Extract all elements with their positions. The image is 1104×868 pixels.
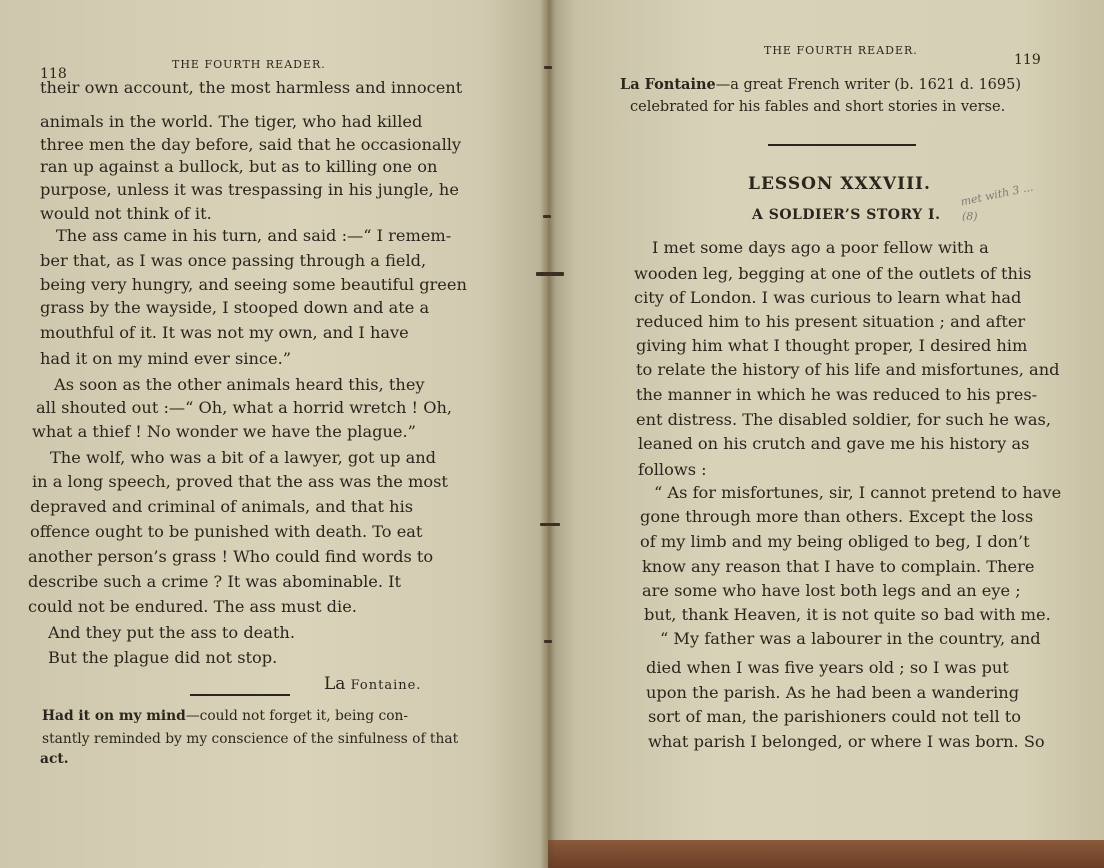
text-line: all shouted out :—“ Oh, what a horrid wretch ! Oh, [36, 398, 453, 417]
text-line: I met some days ago a poor fellow with a [652, 238, 989, 257]
text-line: sort of man, the parishioners could not tell to [648, 707, 1022, 726]
footnote-line-2: stantly reminded by my conscience of the sinfulness of that [42, 731, 459, 747]
text-line: died when I was five years old ; so I was put [646, 658, 1009, 677]
text-line: are some who have lost both legs and an eye ; [642, 581, 1021, 600]
text-line: “ As for misfortunes, sir, I cannot pretend to have [654, 483, 1062, 502]
story-title: A SOLDIER’S STORY I. [752, 207, 941, 223]
text-line: purpose, unless it was trespassing in his jungle, he [40, 180, 459, 199]
text-line: know any reason that I have to complain. There [642, 557, 1035, 576]
left-running-head: THE FOURTH READER. [172, 58, 326, 71]
text-line: had it on my mind ever since.” [40, 349, 291, 368]
text-line: ent distress. The disabled soldier, for such he was, [636, 410, 1052, 429]
text-line: The wolf, who was a bit of a lawyer, got up and [50, 448, 437, 467]
text-line: reduced him to his present situation ; and after [636, 312, 1026, 331]
book-cover-edge [548, 840, 1104, 868]
left-page [0, 0, 548, 868]
footnote-line-2: celebrated for his fables and short stories in verse. [630, 99, 1006, 115]
text-line: ran up against a bullock, but as to killing one on [40, 157, 438, 176]
text-line: to relate the history of his life and misfortunes, and [636, 360, 1060, 379]
text-line: the manner in which he was reduced to his pres- [636, 385, 1038, 404]
author-signature [324, 676, 421, 693]
text-line: city of London. I was curious to learn what had [634, 288, 1022, 307]
text-line: depraved and criminal of animals, and that his [30, 497, 414, 516]
footnote-line-1 [42, 710, 408, 724]
text-line: “ My father was a labourer in the country, and [660, 629, 1041, 648]
right-page-number: 119 [1014, 52, 1041, 68]
footnote-term: Had it on my mind [42, 708, 186, 724]
signature-rest: Fontaine. [350, 678, 422, 693]
left-page-number: 118 [40, 66, 67, 82]
text-line: mouthful of it. It was not my own, and I have [40, 323, 409, 342]
book-gutter [540, 0, 556, 868]
text-line: animals in the world. The tiger, who had killed [40, 112, 423, 131]
text-line: another person’s grass ! Who could find words to [28, 547, 434, 566]
footnote-line-1 [620, 78, 1021, 93]
text-line: ber that, as I was once passing through a field, [40, 251, 427, 270]
footnote-text: —a great French writer (b. 1621 d. 1695) [715, 77, 1021, 93]
text-line: being very hungry, and seeing some beautiful green [40, 275, 467, 294]
text-line: could not be endured. The ass must die. [28, 597, 357, 616]
text-line: would not think of it. [40, 204, 212, 223]
binding-stitch [540, 523, 560, 526]
binding-stitch [543, 215, 551, 218]
pencil-annotation: met with 3 ... [959, 180, 1035, 209]
signature-initial: La [324, 674, 346, 694]
text-line: grass by the wayside, I stooped down and ate a [40, 298, 430, 317]
section-divider [190, 694, 290, 696]
text-line: describe such a crime ? It was abominable. It [28, 572, 402, 591]
binding-stitch [536, 272, 564, 276]
section-divider [768, 144, 916, 146]
text-line: But the plague did not stop. [48, 648, 278, 667]
footnote-term: La Fontaine [620, 76, 716, 93]
footnote-line-3: act. [40, 751, 69, 767]
text-line: of my limb and my being obliged to beg, I don’t [640, 532, 1030, 551]
text-line: leaned on his crutch and gave me his history as [638, 434, 1030, 453]
text-line: three men the day before, said that he occasionally [40, 135, 462, 154]
footnote-text: —could not forget it, being con- [185, 708, 409, 724]
text-line: As soon as the other animals heard this, they [54, 375, 425, 394]
right-page [548, 0, 1104, 868]
text-line: The ass came in his turn, and said :—“ I remem- [56, 226, 452, 245]
text-line: in a long speech, proved that the ass was the most [32, 472, 448, 491]
lesson-title: LESSON XXXVIII. [748, 174, 931, 194]
text-line: giving him what I thought proper, I desired him [636, 336, 1028, 355]
text-line: follows : [638, 460, 707, 479]
text-line: their own account, the most harmless and innocent [40, 78, 463, 97]
text-line: offence ought to be punished with death. To eat [30, 522, 423, 541]
pencil-annotation-small: (8) [962, 210, 978, 223]
text-line: what a thief ! No wonder we have the plague.” [32, 422, 416, 441]
text-line: but, thank Heaven, it is not quite so bad with me. [644, 605, 1051, 624]
binding-stitch [544, 640, 552, 643]
text-line: what parish I belonged, or where I was born. So [648, 732, 1045, 751]
binding-stitch [544, 66, 552, 69]
right-running-head: THE FOURTH READER. [764, 44, 918, 57]
text-line: upon the parish. As he had been a wandering [646, 683, 1020, 702]
text-line: wooden leg, begging at one of the outlets of this [634, 264, 1032, 283]
text-line: gone through more than others. Except the loss [640, 507, 1034, 526]
text-line: And they put the ass to death. [48, 623, 295, 642]
